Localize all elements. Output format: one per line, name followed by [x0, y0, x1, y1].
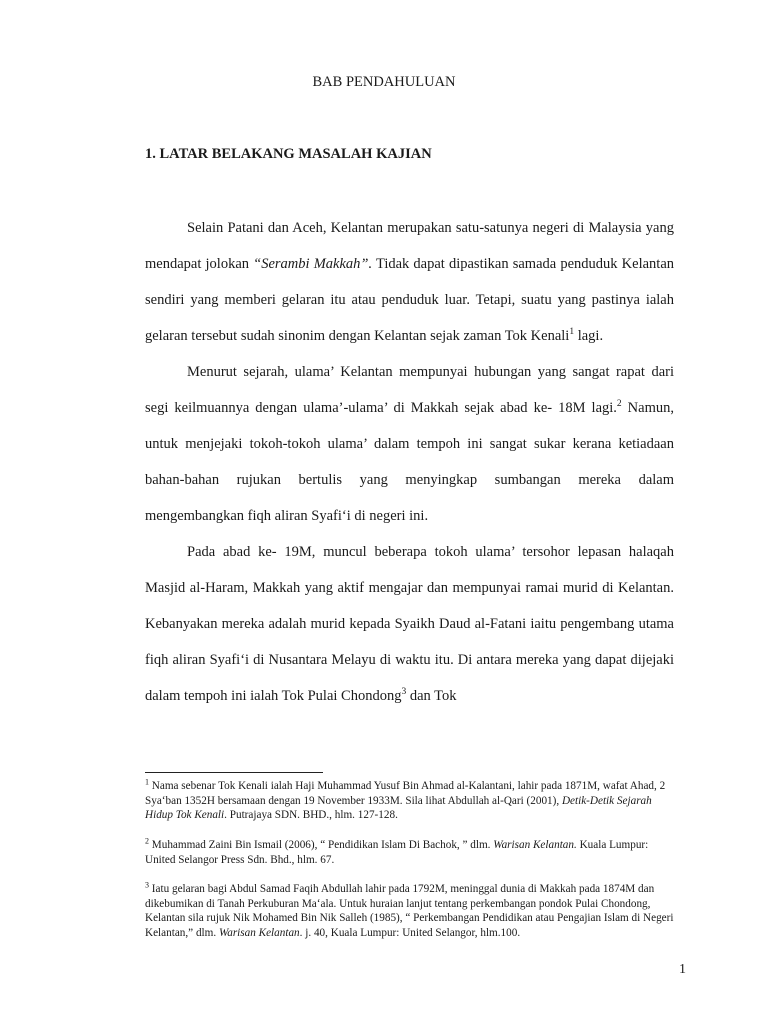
footnote-1-book-title: Detik-Detik Sejarah Hidup Tok Kenali: [145, 794, 652, 821]
footnote-divider: [145, 772, 323, 773]
paragraph-2: [145, 354, 674, 534]
section-heading: 1. LATAR BELAKANG MASALAH KAJIAN: [145, 146, 432, 162]
serambi-makkah-quote: “Serambi Makkah”.: [253, 256, 373, 272]
paragraph-3-text-b: dan Tok: [406, 688, 457, 704]
chapter-title: BAB PENDAHULUAN: [312, 74, 456, 90]
footnote-ref-2[interactable]: 2: [616, 399, 622, 410]
footnote-2-book-title: Warisan Kelantan.: [493, 839, 577, 851]
paragraph-2-text-b: Namun, untuk menjejaki tokoh-tokoh ulama’ dalam tempoh ini sangat sukar kerana ketiadaan bahan-bahan rujukan bertulis yang menyingkap sumbangan mereka dalam mengembangkan fiqh aliran Syafi‘i di negeri ini.: [145, 400, 674, 524]
footnote-2: [145, 838, 674, 867]
footnote-3-text-c: . j. 40, Kuala Lumpur: United Selangor, hlm.100.: [299, 926, 521, 939]
page-number: 1: [679, 962, 686, 977]
paragraph-3-text-a: Pada abad ke- 19M, muncul beberapa tokoh ulama’ tersohor lepasan halaqah Masjid al-Haram, Makkah yang aktif mengajar dan mempunyai ramai murid di Kelantan. Kebanyakan mereka adalah murid kepada Syaikh Daud al-Fatani iaitu pengembang utama fiqh aliran Syafi‘i di Nusantara Melayu di waktu itu. Di antara mereka yang dapat dijejaki dalam tempoh ini ialah Tok Pulai Chondong: [145, 544, 674, 704]
footnote-2-text-c: Kuala Lumpur: United Selangor Press Sdn. Bhd., hlm. 67.: [145, 839, 649, 866]
paragraph-1: [145, 210, 674, 354]
footnote-3: [145, 882, 674, 940]
footnote-3-number: 3: [145, 880, 149, 890]
paragraph-1-text-a: Selain Patani dan Aceh, Kelantan merupakan satu-satunya negeri di Malaysia yang mendapat jolokan: [145, 220, 674, 272]
paragraph-1-text-d: lagi.: [574, 328, 604, 344]
footnote-2-text-a: Muhammad Zaini Bin Ismail (2006), “ Pendidikan Islam Di Bachok, ” dlm.: [149, 839, 494, 851]
footnote-2-number: 2: [145, 836, 149, 846]
footnote-ref-1[interactable]: 1: [569, 327, 575, 338]
footnote-1: [145, 779, 674, 823]
paragraph-1-text-c: Tidak dapat dipastikan samada penduduk Kelantan sendiri yang memberi gelaran itu atau penduduk luar. Tetapi, suatu yang pastinya ialah gelaran tersebut sudah sinonim dengan Kelantan sejak zaman Tok Kenali: [145, 256, 674, 344]
footnote-ref-3[interactable]: 3: [401, 687, 407, 698]
body-text: [145, 210, 674, 714]
footnote-1-number: 1: [145, 777, 149, 787]
footnote-3-text-a: Iatu gelaran bagi Abdul Samad Faqih Abdullah lahir pada 1792M, meninggal dunia di Makkah pada 1874M dan dikebumikan di Tanah Perkuburan Ma‘ala. Untuk huraian lanjut tentang perkembangan pondok Pulai Chondong, Kelantan sila rujuk Nik Mohamed Bin Nik Salleh (1985), “ Perkembangan Pendidikan atau Pengajian Islam di Negeri Kelantan,” dlm.: [145, 883, 674, 939]
footnote-1-text-c: . Putrajaya SDN. BHD., hlm. 127-128.: [224, 809, 398, 821]
footnote-3-book-title: Warisan Kelantan: [218, 926, 300, 939]
paragraph-2-text-a: Menurut sejarah, ulama’ Kelantan mempunyai hubungan yang sangat rapat dari segi keilmuannya dengan ulama’-ulama’ di Makkah sejak abad ke- 18M lagi.: [145, 364, 674, 416]
paragraph-3: [145, 534, 674, 714]
footnote-1-text-a: Nama sebenar Tok Kenali ialah Haji Muhammad Yusuf Bin Ahmad al-Kalantani, lahir pada 1871M, wafat Ahad, 2 Sya‘ban 1352H bersamaan dengan 19 November 1933M. Sila lihat Abdullah al-Qari (2001),: [145, 780, 666, 807]
